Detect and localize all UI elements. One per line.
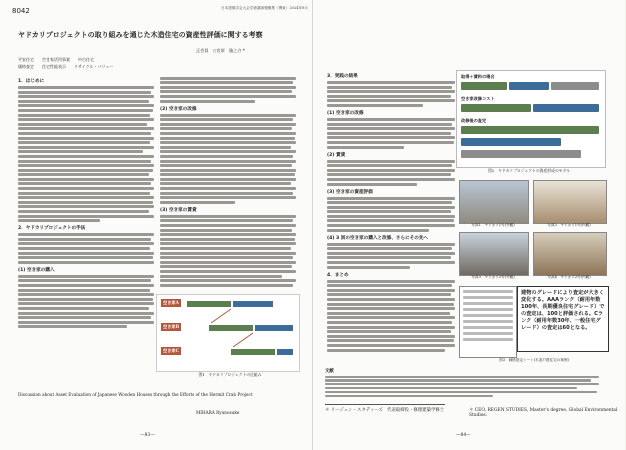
figure-label: 空き家B [163, 324, 180, 329]
figure-label: 空き家A [163, 300, 179, 305]
photo-2 [533, 180, 607, 224]
photo-3 [459, 232, 529, 276]
footer-affiliation-en: ＊ CEO, REGEN STUDIES, Master's degree, Global Environmental Studies. [469, 408, 618, 418]
photo-caption: 写真3 ヤドカリ2号(外観) [471, 275, 515, 279]
section-heading: 3．実践の結果 [327, 74, 358, 79]
keyword: 中古住宅 [78, 57, 94, 62]
diagram-title: 取得＋賃料の場合 [461, 74, 495, 79]
section-heading: 1．はじめに [18, 79, 45, 84]
subsection-heading: (3) 空き家の資産評価 [327, 189, 373, 195]
keyword-block [18, 57, 158, 70]
right-page-left-column [327, 70, 455, 353]
diagram-bar [461, 126, 599, 134]
footer-affiliation: ＊ リージェン・スタディーズ 代表取締役・修理建築学修士 [325, 408, 445, 413]
photo-1 [459, 180, 529, 224]
diagram-bar [461, 82, 507, 90]
english-title: Discussion about Asset Evaluation of Japanese Wooden Houses through the Efforts of the Hermit Crab Project [18, 392, 253, 397]
diagram-bar [461, 150, 581, 158]
footnote-divider [325, 404, 445, 405]
page-label: 8042 [12, 7, 30, 15]
english-author: MIHARA Ryunosuke [196, 410, 240, 415]
subsection-heading: (4) 3 回の空き家の購入と改修、さらにその先へ [327, 235, 429, 241]
page-number: —84— [456, 433, 471, 438]
diagram-bar [461, 104, 531, 112]
figure-arrows [157, 295, 299, 371]
figure-2-diagram [456, 70, 606, 168]
diagram-title: 空き家改修コスト [461, 96, 495, 101]
diagram-title: 改修後の査定 [461, 118, 487, 123]
photo-caption: 写真1 ヤドカリ1号(外観) [471, 223, 515, 227]
subsection-heading: (1) 空き家の購入 [18, 267, 55, 273]
diagram-caption: 図2 ヤドカリプロジェクトの資産形成のモデル [488, 168, 570, 173]
price-sheet [459, 286, 517, 358]
left-column [18, 75, 154, 330]
note-box [517, 286, 609, 352]
photo-4 [533, 232, 607, 276]
keyword-row [18, 64, 158, 71]
keyword: 住宅性能表示 [42, 63, 66, 69]
diagram-bar [551, 82, 599, 90]
section-heading: 4．まとめ [327, 272, 349, 278]
figure-1 [156, 294, 300, 372]
keyword: 価格査定 [18, 63, 34, 69]
subsection-heading: (3) 空き家の賃貸 [160, 207, 197, 213]
keyword: 空き家活用事業 [42, 57, 70, 62]
figure-caption: 図1 ヤドカリプロジェクトの仕組み [198, 372, 262, 377]
journal-header: 日本建築学会大会学術講演梗概集（関東）2024年8月 [221, 6, 308, 10]
diagram-bar [509, 82, 549, 90]
authors: 正会員 ○宮原 隆之介 * [196, 48, 245, 53]
photo-caption: 写真4 ヤドカリ2号(内観) [547, 275, 591, 279]
paper-title: ヤドカリプロジェクトの取り組みを通じた木造住宅の資産性評価に関する考察 [18, 31, 263, 39]
subsection-heading: (1) 空き家の改修 [327, 110, 364, 116]
right-page [313, 0, 625, 450]
diagram-bar [533, 104, 599, 112]
diagram-bar [461, 138, 561, 146]
keyword: リサイクル・バリュー [74, 63, 114, 69]
figure-label: 空き家C [163, 348, 179, 353]
photo-caption: 写真2 ヤドカリ1号(内観) [547, 223, 591, 227]
page-number: —83— [140, 433, 155, 438]
note-text: 建物のグレードにより査定が大きく変化する。AAAランク（耐用年数100年、長期優良住宅グレード）での査定は、100と評価される。Cランク（耐用年数30年、一般住宅グレード）の査定は60となる。 [521, 290, 605, 331]
subsection-heading: (2) 賃貸 [327, 152, 346, 158]
section-heading: 2．ヤドカリプロジェクトの手法 [18, 226, 86, 232]
references-heading: 文献 [325, 369, 334, 374]
references [325, 368, 605, 398]
keyword: 平安住宅 [18, 57, 34, 62]
right-column [160, 75, 296, 288]
table-caption: 図3 価格査定シート(木造戸建住宅の事例) [499, 358, 569, 362]
subsection-heading: (2) 空き家の改修 [160, 106, 197, 112]
